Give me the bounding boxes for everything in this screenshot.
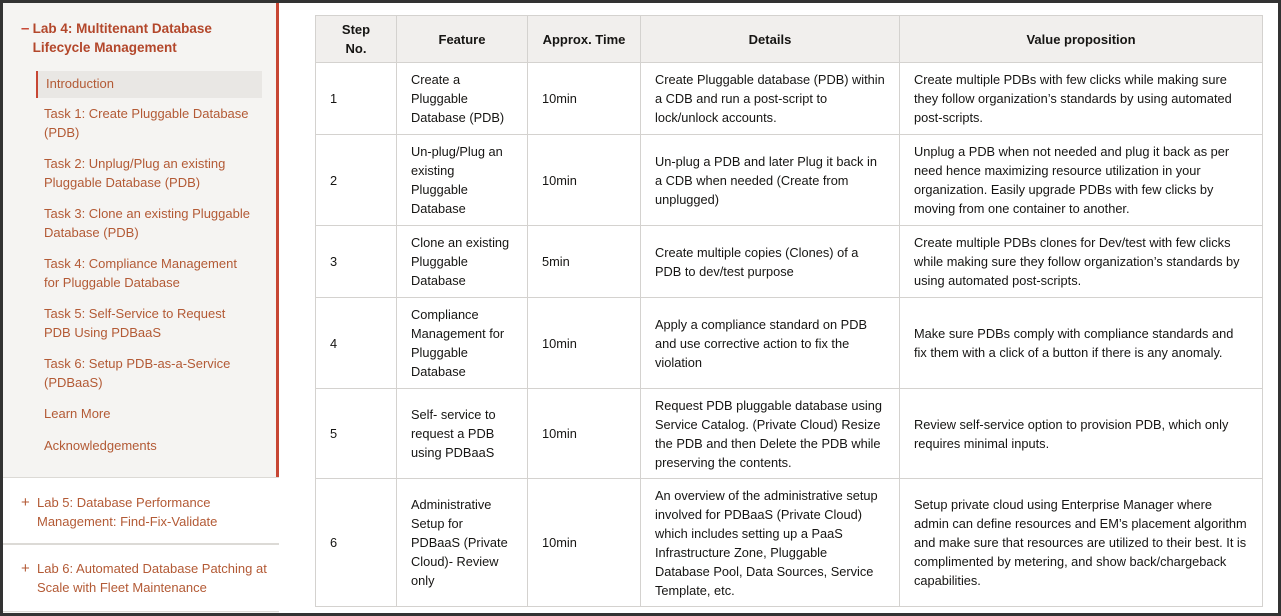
cell-value: Setup private cloud using Enterprise Manager where admin can define resources and EM’s placement algorithm and make sure that resources are utilized to their best. It is complimented by metering, and show back/chargeback capabilities. bbox=[900, 479, 1263, 607]
cell-details: An overview of the administrative setup involved for PDBaaS (Private Cloud) which includes setting up a PaaS Infrastructure Zone, Pluggable Database Pool, Data Sources, Service Template, etc. bbox=[641, 479, 900, 607]
cell-time: 10min bbox=[528, 479, 641, 607]
cell-step: 6 bbox=[316, 479, 397, 607]
task-list bbox=[36, 71, 262, 455]
cell-details: Create multiple copies (Clones) of a PDB to dev/test purpose bbox=[641, 226, 900, 298]
lab-4-title[interactable]: Lab 4: Multitenant Database Lifecycle Management bbox=[32, 21, 212, 55]
expand-icon[interactable]: + bbox=[21, 494, 30, 511]
cell-value: Create multiple PDBs clones for Dev/test with few clicks while making sure they follow organization’s standards by using automated post-scripts. bbox=[900, 226, 1263, 298]
task-4[interactable]: Task 4: Compliance Management for Pluggable Database bbox=[44, 256, 237, 290]
task-5[interactable]: Task 5: Self-Service to Request PDB Using PDBaaS bbox=[44, 306, 226, 340]
table-row bbox=[316, 389, 1263, 479]
cell-feature: Clone an existing Pluggable Database bbox=[397, 226, 528, 298]
lab-6-section[interactable] bbox=[3, 544, 279, 612]
lab-overview-table bbox=[315, 15, 1263, 607]
cell-time: 5min bbox=[528, 226, 641, 298]
cell-details: Request PDB pluggable database using Service Catalog. (Private Cloud) Resize the PDB and then Delete the PDB while preserving the contents. bbox=[641, 389, 900, 479]
cell-feature: Un-plug/Plug an existing Pluggable Database bbox=[397, 135, 528, 226]
cell-feature: Create a Pluggable Database (PDB) bbox=[397, 63, 528, 135]
cell-feature: Compliance Management for Pluggable Database bbox=[397, 298, 528, 389]
cell-value: Make sure PDBs comply with compliance standards and fix them with a click of a button if there is any anomaly. bbox=[900, 298, 1263, 389]
header-feature: Feature bbox=[397, 16, 528, 63]
lab-overview-table-wrap bbox=[315, 15, 1262, 607]
table-row bbox=[316, 63, 1263, 135]
task-3[interactable]: Task 3: Clone an existing Pluggable Database (PDB) bbox=[44, 206, 250, 240]
task-introduction[interactable]: Introduction bbox=[36, 71, 262, 98]
task-2[interactable]: Task 2: Unplug/Plug an existing Pluggable Database (PDB) bbox=[44, 156, 226, 190]
cell-value: Unplug a PDB when not needed and plug it back as per need hence maximizing resource utilization in your organization. Easily upgrade PDBs with few clicks by moving from one container to another. bbox=[900, 135, 1263, 226]
cell-details: Apply a compliance standard on PDB and use corrective action to fix the violation bbox=[641, 298, 900, 389]
cell-value: Create multiple PDBs with few clicks while making sure they follow organization’s standards by using automated post-scripts. bbox=[900, 63, 1263, 135]
task-6[interactable]: Task 6: Setup PDB-as-a-Service (PDBaaS) bbox=[44, 356, 231, 390]
lab-6-title[interactable]: Lab 6: Automated Database Patching at Scale with Fleet Maintenance bbox=[37, 561, 267, 595]
header-value: Value proposition bbox=[900, 16, 1263, 63]
expand-icon[interactable]: + bbox=[21, 560, 30, 577]
task-learn-more[interactable]: Learn More bbox=[44, 406, 111, 421]
table-row bbox=[316, 226, 1263, 298]
table-row bbox=[316, 135, 1263, 226]
cell-details: Create Pluggable database (PDB) within a CDB and run a post-script to lock/unlock accounts. bbox=[641, 63, 900, 135]
cell-step: 2 bbox=[316, 135, 397, 226]
lab-5-section[interactable] bbox=[3, 477, 279, 544]
lab-5-title[interactable]: Lab 5: Database Performance Management: Find-Fix-Validate bbox=[37, 495, 218, 529]
header-step: Step No. bbox=[316, 16, 397, 63]
cell-step: 3 bbox=[316, 226, 397, 298]
cell-feature: Administrative Setup for PDBaaS (Private Cloud)- Review only bbox=[397, 479, 528, 607]
cell-details: Un-plug a PDB and later Plug it back in a CDB when needed (Create from unplugged) bbox=[641, 135, 900, 226]
lab-4-header[interactable] bbox=[21, 19, 271, 57]
task-1[interactable]: Task 1: Create Pluggable Database (PDB) bbox=[44, 106, 249, 140]
collapse-icon[interactable]: – bbox=[21, 20, 30, 37]
table-row bbox=[316, 298, 1263, 389]
cell-time: 10min bbox=[528, 389, 641, 479]
task-acknowledgements[interactable]: Acknowledgements bbox=[44, 437, 157, 453]
table-row bbox=[316, 479, 1263, 607]
sidebar-nav bbox=[3, 3, 279, 613]
table-header-row bbox=[316, 16, 1263, 63]
cell-value: Review self-service option to provision PDB, which only requires minimal inputs. bbox=[900, 389, 1263, 479]
header-details: Details bbox=[641, 16, 900, 63]
cell-time: 10min bbox=[528, 298, 641, 389]
lab-4-section bbox=[3, 3, 279, 477]
cell-step: 4 bbox=[316, 298, 397, 389]
cell-step: 1 bbox=[316, 63, 397, 135]
header-time: Approx. Time bbox=[528, 16, 641, 63]
cell-step: 5 bbox=[316, 389, 397, 479]
cell-time: 10min bbox=[528, 135, 641, 226]
cell-feature: Self- service to request a PDB using PDBaaS bbox=[397, 389, 528, 479]
cell-time: 10min bbox=[528, 63, 641, 135]
